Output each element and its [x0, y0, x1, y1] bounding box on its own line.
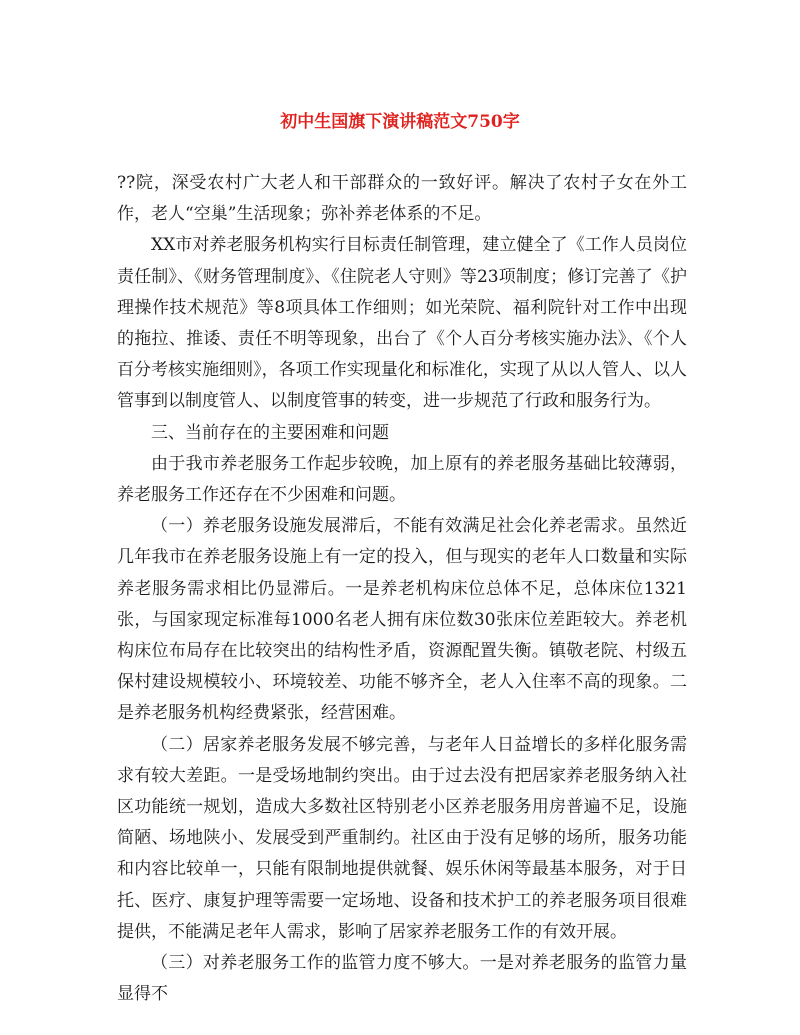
paragraph-7: （三）对养老服务工作的监管力度不够大。一是对养老服务的监管力量显得不 — [117, 953, 687, 1005]
paragraph-6: （二）居家养老服务发展不够完善，与老年人日益增长的多样化服务需求有较大差距。一是受场地制约突出。由于过去没有把居家养老服务纳入社区功能统一规划，造成大多数社区特别老小区养老服务用房普遍不足，设施简陋、场地陕小、发展受到严重制约。社区由于没有足够的场所，服务功能和内容比较单一，只能有限制地提供就餐、娱乐休闲等最基本服务，对于日托、医疗、康复护理等需要一定场地、设备和技术护工的养老服务项目很难提供，不能满足老年人需求，影响了居家养老服务工作的有效开展。 — [117, 734, 687, 942]
document-body — [117, 168, 687, 1010]
paragraph-5: （一）养老服务设施发展滞后，不能有效满足社会化养老需求。虽然近几年我市在养老服务设施上有一定的投入，但与现实的老年人口数量和实际养老服务需求相比仍显滞后。一是养老机构床位总体不足，总体床位1321张，与国家现定标准每1000名老人拥有床位数30张床位差距较大。养老机构床位布局存在比较突出的结构性矛盾，资源配置失衡。镇敬老院、村级五保村建设规模较小、环境较差、功能不够齐全，老人入住率不高的现象。二是养老服务机构经费紧张，经营困难。 — [117, 516, 687, 724]
paragraph-1: ??院，深受农村广大老人和干部群众的一致好评。解决了农村子女在外工作，老人“空巢”生活现象；弥补养老体系的不足。 — [117, 173, 687, 225]
paragraph-4: 由于我市养老服务工作起步较晚，加上原有的养老服务基础比较薄弱，养老服务工作还存在不少困难和问题。 — [117, 453, 687, 506]
paragraph-2: XX市对养老服务机构实行目标责任制管理，建立健全了《工作人员岗位责任制》、《财务管理制度》、《住院老人守则》等23项制度；修订完善了《护理操作技术规范》等8项具体工作细则；如光荣院、福利院针对工作中出现的拖拉、推诿、责任不明等现象，出台了《个人百分考核实施办法》、《个人百分考核实施细则》，各项工作实现量化和标准化，实现了从以人管人、以人管事到以制度管人、以制度管事的转变，进一步规范了行政和服务行为。 — [117, 235, 687, 412]
document-title: 初中生国旗下演讲稿范文750字 — [280, 112, 520, 132]
section-heading: 三、当前存在的主要困难和问题 — [151, 422, 389, 443]
